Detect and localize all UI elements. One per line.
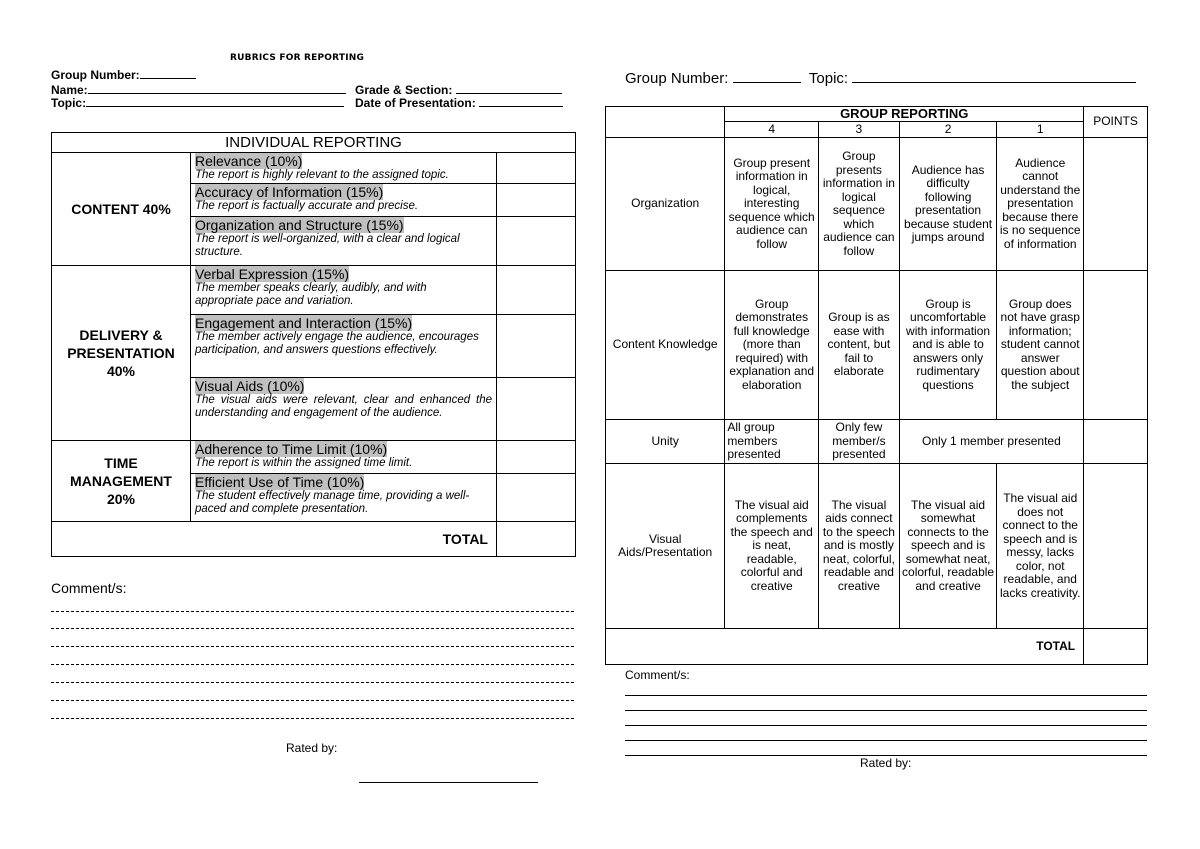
- points-cell-organization[interactable]: [497, 217, 576, 266]
- left-group-number-field[interactable]: [140, 68, 196, 79]
- points-header: POINTS: [1084, 107, 1148, 138]
- descriptor-cell: Only few member/s presented: [819, 420, 900, 464]
- descriptor-cell: Group does not have grasp information; student cannot answer question about the subject: [997, 271, 1084, 420]
- right-total-label: TOTAL: [606, 629, 1084, 665]
- left-date-label: Date of Presentation:: [355, 96, 476, 110]
- points-cell[interactable]: [1084, 271, 1148, 420]
- descriptor-cell: Group is as ease with content, but fail to elaborate: [819, 271, 900, 420]
- left-comment-line[interactable]: [51, 700, 574, 701]
- left-group-number-label: Group Number:: [51, 68, 140, 82]
- left-topic-line: [51, 96, 344, 110]
- criterion-title: Relevance (10%): [195, 153, 303, 169]
- category-time-management: TIME MANAGEMENT 20%: [52, 441, 191, 522]
- left-name-field[interactable]: [88, 83, 346, 94]
- group-reporting-heading: GROUP REPORTING: [725, 107, 1084, 122]
- points-cell-visual-aids[interactable]: [497, 378, 576, 441]
- criterion-title: Engagement and Interaction (15%): [195, 315, 413, 331]
- points-cell-accuracy[interactable]: [497, 184, 576, 217]
- descriptor-cell: Group is uncomfortable with information and is able to answers only rudimentary questions: [899, 271, 997, 420]
- left-date-field[interactable]: [479, 96, 563, 107]
- criterion-description: The visual aids were relevant, clear and enhanced the understanding and engagement of the audience.: [195, 394, 492, 419]
- criterion-description: The report is within the assigned time limit.: [195, 457, 413, 469]
- left-total-label: TOTAL: [52, 522, 497, 557]
- points-cell[interactable]: [1084, 420, 1148, 464]
- left-date-line: [355, 96, 563, 110]
- criterion-organization: Organization: [606, 138, 725, 271]
- left-group-number-line: [51, 68, 196, 82]
- left-comment-line[interactable]: [51, 664, 574, 665]
- criterion-title: Organization and Structure (15%): [195, 217, 404, 233]
- descriptor-cell: The visual aids connect to the speech and is mostly neat, colorful, readable and creative: [819, 464, 900, 629]
- descriptor-cell: The visual aid does not connect to the speech and is messy, lacks color, not readable, and lacks creativity.: [997, 464, 1084, 629]
- descriptor-cell: Group present information in logical, interesting sequence which audience can follow: [725, 138, 819, 271]
- group-reporting-table: [605, 106, 1148, 665]
- criterion-efficient-time: [191, 474, 497, 522]
- left-comment-line[interactable]: [51, 682, 574, 683]
- criterion-title: Adherence to Time Limit (10%): [195, 441, 388, 457]
- points-cell-engagement[interactable]: [497, 315, 576, 378]
- individual-reporting-heading: INDIVIDUAL REPORTING: [52, 133, 576, 153]
- criterion-title: Efficient Use of Time (10%): [195, 474, 365, 490]
- points-cell-relevance[interactable]: [497, 153, 576, 184]
- right-comment-line[interactable]: [625, 725, 1147, 726]
- descriptor-cell: Group presents information in logical sequence which audience can follow: [819, 138, 900, 271]
- descriptor-cell: All group members presented: [725, 420, 819, 464]
- points-cell-time-limit[interactable]: [497, 441, 576, 474]
- criterion-description: The report is well-organized, with a clear and logical structure.: [195, 233, 460, 258]
- points-cell-verbal-expression[interactable]: [497, 266, 576, 315]
- points-cell-efficient-time[interactable]: [497, 474, 576, 522]
- descriptor-cell: The visual aid somewhat connects to the speech and is somewhat neat, colorful, readable and creative: [899, 464, 997, 629]
- points-cell[interactable]: [1084, 464, 1148, 629]
- criterion-title: Visual Aids (10%): [195, 378, 305, 394]
- left-rubric-title: RUBRICS FOR REPORTING: [230, 53, 365, 63]
- individual-reporting-table: [51, 132, 576, 557]
- left-comment-line[interactable]: [51, 611, 574, 612]
- right-topic-label: Topic:: [808, 70, 849, 87]
- left-grade-field[interactable]: [456, 83, 562, 94]
- criterion-description: The member speaks clearly, audibly, and with appropriate pace and variation.: [195, 282, 427, 307]
- descriptor-cell: The visual aid complements the speech and is neat, readable, colorful and creative: [725, 464, 819, 629]
- right-total-points-cell[interactable]: [1084, 629, 1148, 665]
- criterion-visual-aids: Visual Aids/Presentation: [606, 464, 725, 629]
- criterion-title: Verbal Expression (15%): [195, 266, 350, 282]
- left-grade-label: Grade & Section:: [355, 83, 453, 97]
- criterion-organization: [191, 217, 497, 266]
- criterion-verbal-expression: [191, 266, 497, 315]
- left-signature-line[interactable]: [359, 782, 538, 783]
- criterion-visual-aids: [191, 378, 497, 441]
- right-header-line: [625, 70, 1136, 87]
- left-total-points-cell[interactable]: [497, 522, 576, 557]
- criteria-header-blank: [606, 107, 725, 138]
- points-cell[interactable]: [1084, 138, 1148, 271]
- score-header-1: 1: [997, 122, 1084, 138]
- right-topic-field[interactable]: [852, 72, 1136, 83]
- right-group-number-field[interactable]: [733, 72, 801, 83]
- left-name-label: Name:: [51, 83, 88, 97]
- score-header-4: 4: [725, 122, 819, 138]
- category-content: CONTENT 40%: [52, 153, 191, 266]
- category-delivery: DELIVERY & PRESENTATION 40%: [52, 266, 191, 441]
- right-comment-line[interactable]: [625, 695, 1147, 696]
- right-comment-line[interactable]: [625, 710, 1147, 711]
- criterion-description: The student effectively manage time, providing a well-paced and complete presentation.: [195, 490, 470, 515]
- criterion-description: The report is factually accurate and precise.: [195, 200, 419, 212]
- criterion-time-limit: [191, 441, 497, 474]
- criterion-relevance: [191, 153, 497, 184]
- right-comments-label: Comment/s:: [625, 668, 690, 682]
- left-comment-line[interactable]: [51, 718, 574, 719]
- descriptor-cell: Audience has difficulty following presentation because student jumps around: [899, 138, 997, 271]
- left-topic-field[interactable]: [86, 96, 344, 107]
- criterion-unity: Unity: [606, 420, 725, 464]
- right-comment-line[interactable]: [625, 740, 1147, 741]
- left-comment-line[interactable]: [51, 628, 574, 629]
- criterion-engagement: [191, 315, 497, 378]
- criterion-description: The report is highly relevant to the assigned topic.: [195, 169, 449, 181]
- left-name-line: [51, 83, 346, 97]
- criterion-accuracy: [191, 184, 497, 217]
- criterion-description: The member actively engage the audience, encourages participation, and answers questions effectively.: [195, 331, 479, 356]
- descriptor-cell: Only 1 member presented: [899, 420, 1083, 464]
- criterion-content-knowledge: Content Knowledge: [606, 271, 725, 420]
- left-comments-label: Comment/s:: [51, 580, 127, 596]
- left-topic-label: Topic:: [51, 96, 87, 110]
- descriptor-cell: Group demonstrates full knowledge (more than required) with explanation and elaboration: [725, 271, 819, 420]
- left-rated-by-label: Rated by:: [286, 741, 338, 755]
- right-group-number-label: Group Number:: [625, 70, 729, 87]
- left-comment-line[interactable]: [51, 646, 574, 647]
- descriptor-cell: Audience cannot understand the presentation because there is no sequence of information: [997, 138, 1084, 271]
- score-header-2: 2: [899, 122, 997, 138]
- criterion-title: Accuracy of Information (15%): [195, 184, 384, 200]
- left-grade-line: [355, 83, 562, 97]
- score-header-3: 3: [819, 122, 900, 138]
- right-rated-by-label: Rated by:: [860, 756, 912, 770]
